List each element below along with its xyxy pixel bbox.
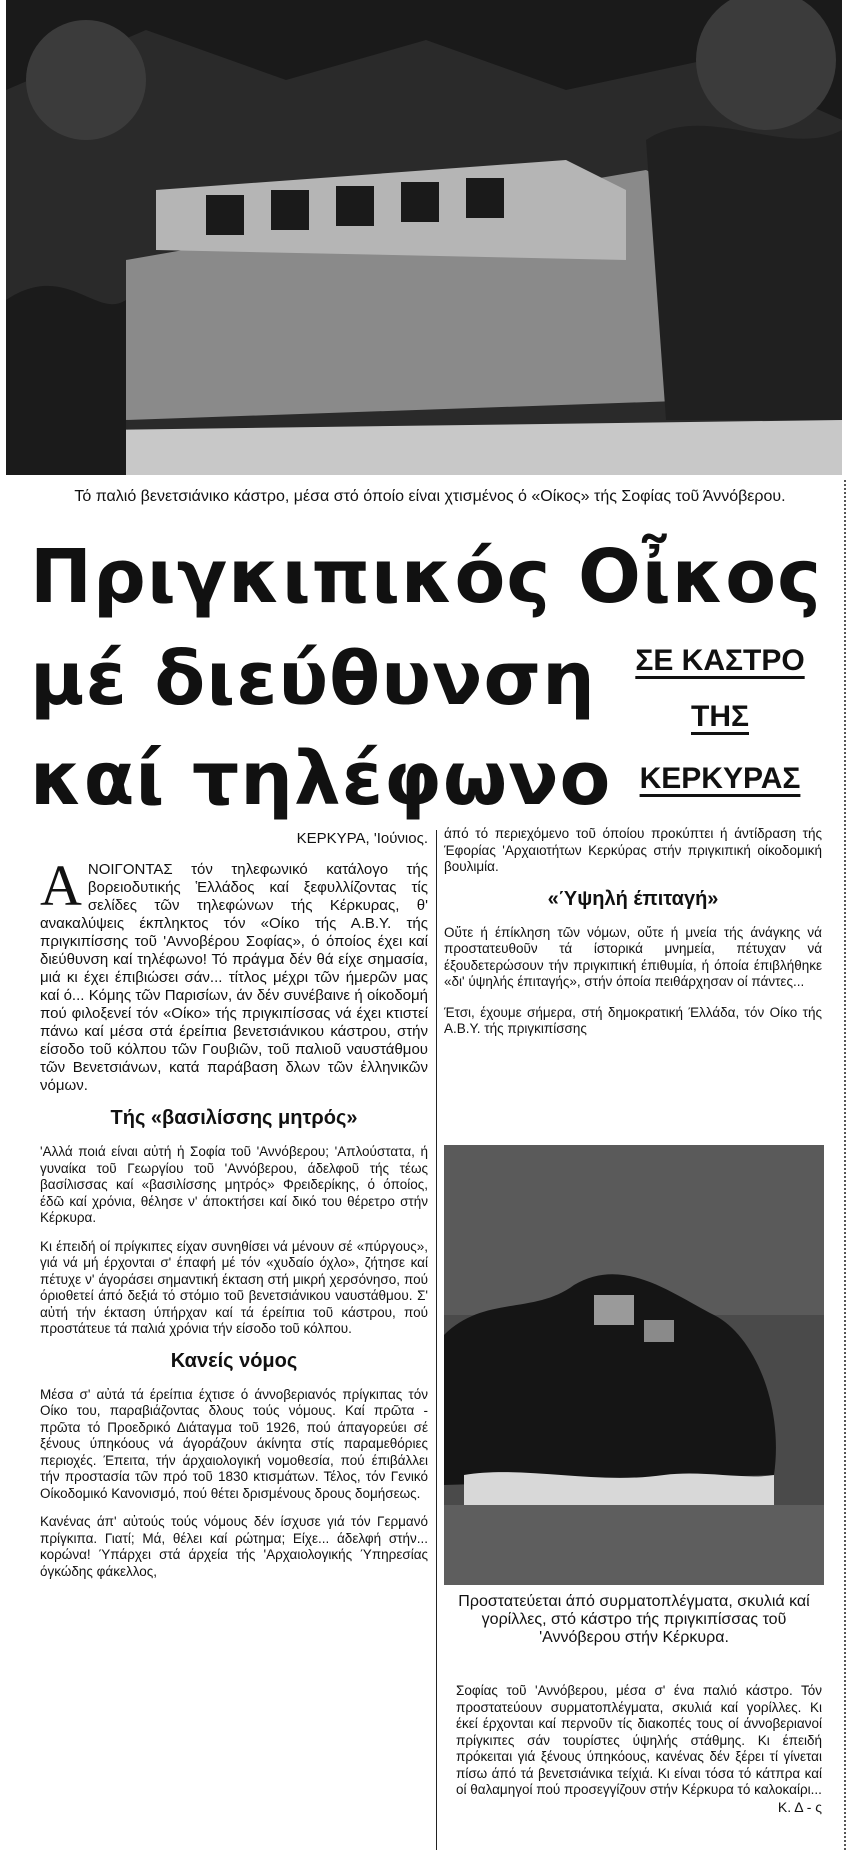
castle-photo-drawing bbox=[6, 0, 842, 475]
paragraph: Έτσι, έχουμε σήμερα, στή δημοκρατική Έλλάδα, τόν Οίκο τής Α.Β.Υ. τής πριγκιπίσσης bbox=[444, 1004, 822, 1036]
headline-line-1: Πριγκιπικός Οἶκος bbox=[30, 534, 822, 620]
lead-paragraph bbox=[40, 853, 428, 1095]
castle-coast-photo bbox=[444, 1145, 824, 1585]
subheading-queen-mother: Τής «βασιλίσσης μητρός» bbox=[110, 1107, 358, 1129]
kicker-line-3: ΚΕΡΚΥΡΑΣ bbox=[639, 762, 801, 795]
kicker-line-2: ΤΗΣ bbox=[691, 700, 749, 733]
drop-cap: Α bbox=[40, 853, 82, 918]
paragraph: Σοφίας τοῦ 'Αννόβερου, μέσα σ' ένα παλιό κάστρο. Τόν προστατεύουν συρματοπλέγματα, σκυλιά καί γορίλλες. Κι έκεί έρχονται καί περνοῦν τίς διακοπές τους οί άννοβεριανοί πρίγκιπες σάν τουρίστες ύψηλής στάθμης. Κι έπειδή πρόκειται γιά ξένους ύπηκόους, κανένας δέν ξέρει τί γίνεται πίσω άπό τά βενετσιάνικα τείχιά. Κι είναι τόσα τό κάτπρα καί οί θαλαμηγοί πού προσεγγίζουν στήν Κέρκυρα τό καλοκαίρι... bbox=[456, 1683, 822, 1797]
dateline: ΚΕΡΚΥΡΑ, 'Ιούνιος. bbox=[296, 830, 428, 847]
kicker-line-1: ΣΕ ΚΑΣΤΡΟ bbox=[635, 644, 805, 677]
paragraph: Κι έπειδή οί πρίγκιπες είχαν συνηθίσει νά μένουν σέ «πύργους», γιά νά μή έρχονται σ' έπαφή μέ τόν «χυδαίο όχλο», ζήτησε καί πέτυχε ν' άγοράσει σημαντική έκταση στή μικρή χερσόνησο, πού όριοθετεί άπό δεξιά τό στόμιο τοῦ βενετσιάνικου ναυστάθμου. Σ' αὐτή τήν έκταση ύπήρχαν καί τά έρείπια τοῦ κάστρου, πού προστάτευε τά παλιά χρόνια τήν είσοδο τοῦ κόλπου. bbox=[40, 1238, 428, 1336]
paragraph: Μέσα σ' αὐτά τά έρείπια έχτισε ό άννοβεριανός πρίγκιπας τόν Οίκο του, παραβιάζοντας δλους τούς νόμους. Καί πρῶτα - πρῶτα τό Προεδρικό Διάταγμα τοῦ 1926, πού άπαγορεύει σέ ξένους ύπηκόους νά άγοράζουν άκίνητα στίς παραμεθόριες περιοχές. Έπειτα, τήν άρχαιολογική νομοθεσία, πού έπιβάλλει τήν προστασία τῶν πρό τοῦ 1830 κτισμάτων. Τέλος, τόν Γενικό Οίκοδομικό Κανονισμό, πού θέτει δρισμένους δρους δομήσεως. bbox=[40, 1386, 428, 1501]
castle-photo bbox=[6, 0, 842, 475]
right-photo-caption: Προστατεύεται άπό συρματοπλέγματα, σκυλιά καί γορίλλες, στό κάστρο τής πριγκιπίσσας τοῦ 'Αννόβερου στήν Κέρκυρα. bbox=[458, 1593, 810, 1646]
headline-line-3: καί τηλέφωνο bbox=[30, 736, 612, 822]
paragraph: Οὔτε ή έπίκληση τῶν νόμων, οὔτε ή μνεία τής άνάγκης νά προστατευθοῦν τά ίστορικά μνημεία, πέτυχαν νά έξουδετερώσουν τήν πριγκιπική έπιθυμία, ή όποία έπιβλήθηκε «δι' ύψηλής έπιταγής», στήν όποία πειθάρχησαν οί πάντες... bbox=[444, 924, 822, 989]
author-signature: Κ. Δ - ς bbox=[777, 1798, 822, 1815]
top-photo-caption: Τό παλιό βενετσιάνικο κάστρο, μέσα στό όποίο είναι χτισμένος ό «Οίκος» τής Σοφίας τοῦ Άννόβερου. bbox=[74, 488, 786, 505]
paragraph: άπό τό περιεχόμενο τοῦ όποίου προκύπτει ή άντίδραση τής Έφορίας 'Αρχαιοτήτων Κερκύρας στήν πριγκιπική οίκοδομική βουλιμία. bbox=[444, 826, 822, 874]
castle-coast-photo-drawing bbox=[444, 1145, 824, 1585]
right-column-top bbox=[444, 826, 822, 1050]
right-column-bottom bbox=[456, 1683, 822, 1815]
left-column bbox=[40, 830, 428, 1592]
cut-line bbox=[844, 480, 846, 1850]
paragraph: Κανένας άπ' αὐτούς τούς νόμους δέν ίσχυσε γιά τόν Γερμανό πρίγκιπα. Γιατί; Μά, θέλει καί ρώτημα; Είχε... άδελφή στήν... κορώνα! Ύπάρχει στά άρχεία τής 'Αρχαιολογικής Ύπηρεσίας όγκώδης φάκελλος, bbox=[40, 1514, 428, 1579]
column-divider bbox=[436, 830, 437, 1850]
subheading-high-order: «Ύψηλή έπιταγή» bbox=[547, 887, 719, 910]
paragraph: 'Αλλά ποιά είναι αὐτή ἡ Σοφία τοῦ 'Αννόβερου; 'Απλούστατα, ή γυναίκα τοῦ Γεωργίου τοῦ 'Αννόβερου, άδελφοῦ τής τέως βασίλισσας καί «βασιλίσσης μητρός» Φρειδερίκης, ό όποίος, έδῶ καί χρόνια, θέλησε ν' άποκτήσει καί δικό του θέρετρο στήν Κέρκυρα. bbox=[40, 1144, 428, 1225]
headline-line-2: μέ διεύθυνση bbox=[30, 636, 596, 722]
lead-text: ΝΟΙΓΟΝΤΑΣ τόν τηλεφωνικό κατάλογο τής βορειοδυτικής Ἑλλάδος καί ξεφυλλίζοντας τίς σελίδες τῶν τηλεφώνων τής Κέρκυρας, θ' ανακαλύψεις έκπληκτος τόν «Οίκο τής Α.Β.Υ. τής πριγκιπίσσης τοῦ 'Αννοβέρου Σοφίας», ό όποίος έχει καί διεύθυνση καί τηλέφωνο! Τό πράγμα δέν θά είχε σημασία, μιά κι έχει έπιβιώσει σάν... τίτλος μέχρι τῶν ήμερῶν μας καί ό... Κόμης τῶν Παρισίων, άν δέν συνέβαινε ή οίκοδομή πού φιλοξενεί τόν «Οίκο» τής πριγκιπίσσας νά έχει κτιστεί πάνω καί μέσα στά έρείπια βενετσιάνικου κάστρου, στήν είσοδο τοῦ κόλπου τῶν Γουβιῶν, τοῦ παλιοῦ ναυστάθμου τῶν Βενετσιάνων, κατά παράβαση δλων τῶν ἑλληνικῶν νόμων. bbox=[40, 861, 428, 1094]
subheading-no-law: Κανείς νόμος bbox=[170, 1349, 298, 1372]
